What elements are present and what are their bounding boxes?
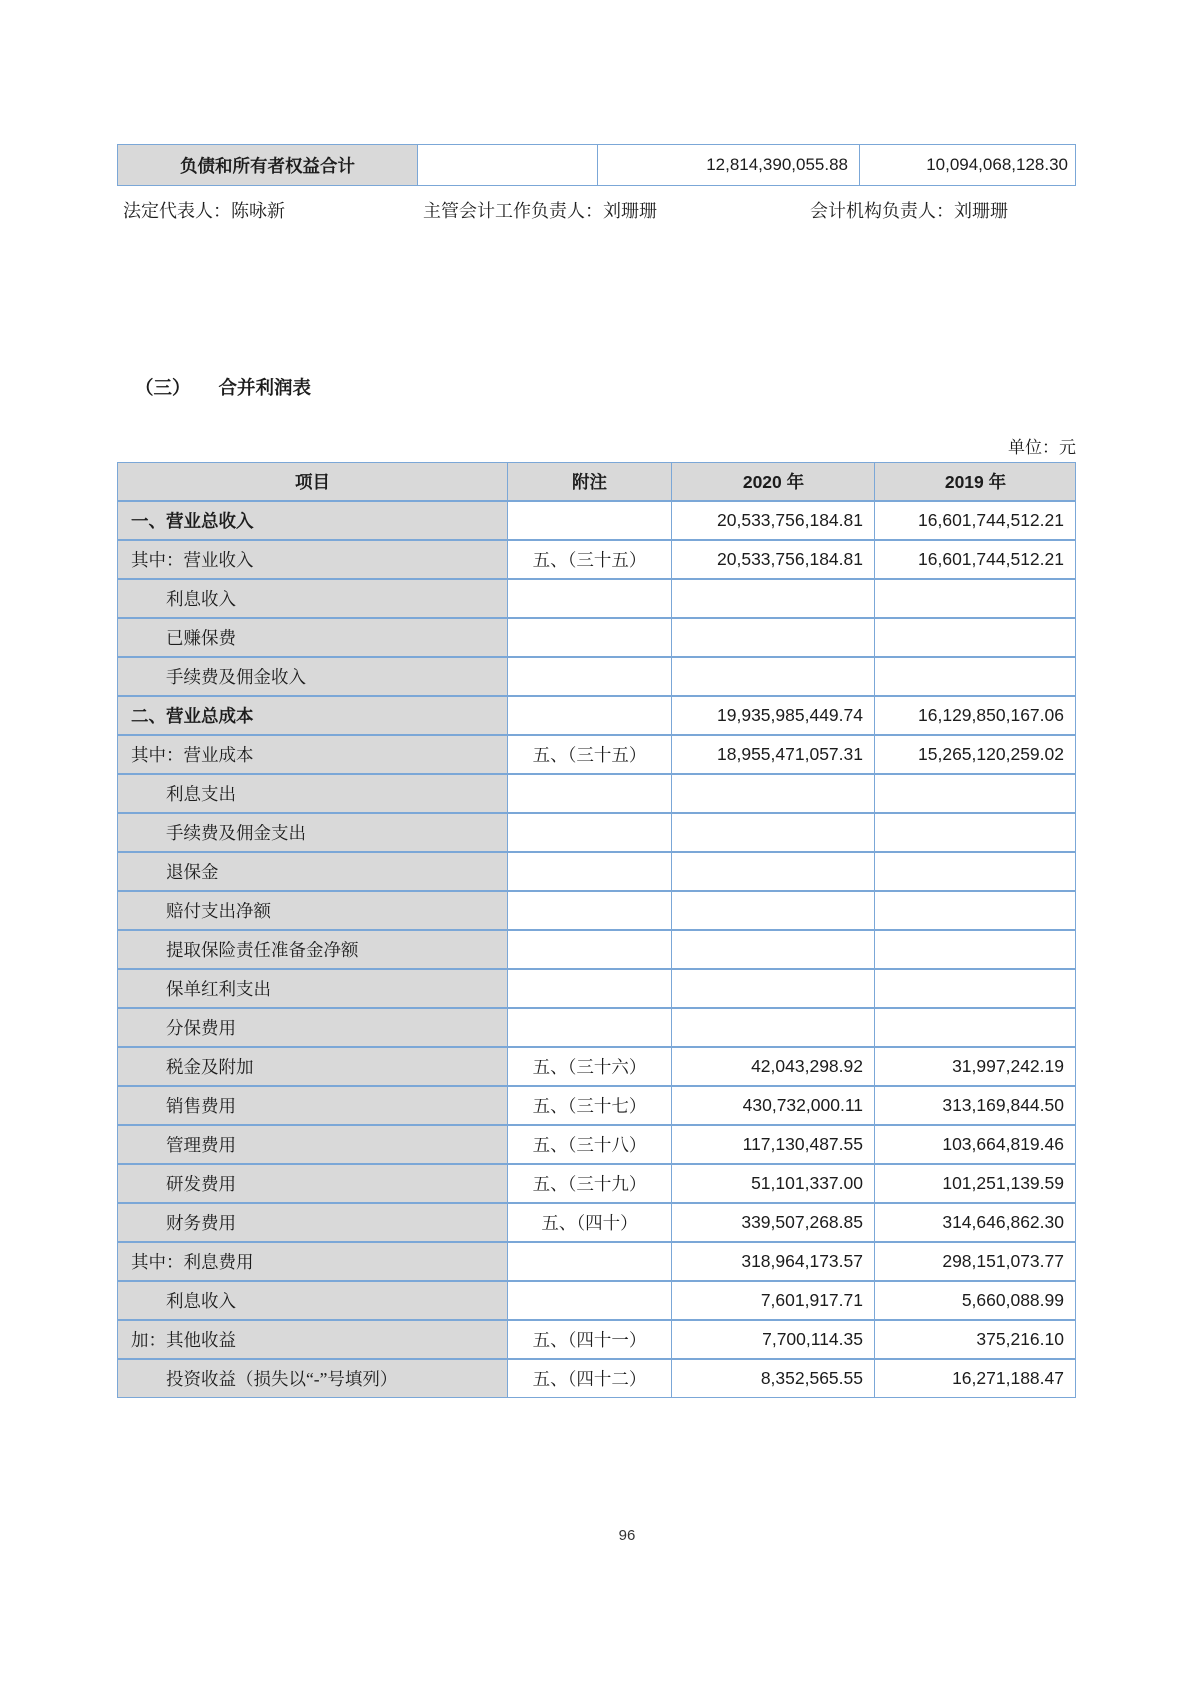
value-2019-cell — [875, 618, 1076, 657]
value-2020-cell: 42,043,298.92 — [672, 1047, 875, 1086]
note-cell — [508, 813, 672, 852]
item-cell: 投资收益（损失以“-”号填列） — [117, 1359, 508, 1398]
balance-total-row — [117, 144, 1076, 186]
note-cell — [418, 144, 598, 186]
value-2019-cell: 31,997,242.19 — [875, 1047, 1076, 1086]
item-cell: 利息收入 — [117, 579, 508, 618]
value-2020-cell: 8,352,565.55 — [672, 1359, 875, 1398]
accounting-department-head-label: 会计机构负责人：刘珊珊 — [810, 201, 1008, 221]
income-table-row — [117, 579, 1076, 618]
legal-representative-label: 法定代表人：陈咏新 — [123, 201, 285, 221]
income-table-row — [117, 1242, 1076, 1281]
value-2019-cell: 10,094,068,128.30 — [860, 144, 1076, 186]
item-cell: 利息收入 — [117, 1281, 508, 1320]
income-statement-table — [117, 462, 1076, 1398]
income-table-row — [117, 1203, 1076, 1242]
value-2019-cell — [875, 579, 1076, 618]
value-2020-cell — [672, 969, 875, 1008]
note-cell: 五、（三十九） — [508, 1164, 672, 1203]
item-cell: 手续费及佣金收入 — [117, 657, 508, 696]
item-cell: 一、营业总收入 — [117, 501, 508, 540]
note-cell: 五、（三十五） — [508, 540, 672, 579]
income-table-row — [117, 618, 1076, 657]
note-cell — [508, 579, 672, 618]
value-2019-cell: 313,169,844.50 — [875, 1086, 1076, 1125]
income-table-row — [117, 540, 1076, 579]
value-2019-cell — [875, 657, 1076, 696]
item-cell: 税金及附加 — [117, 1047, 508, 1086]
income-table-row — [117, 1281, 1076, 1320]
value-2020-cell: 20,533,756,184.81 — [672, 501, 875, 540]
note-cell — [508, 969, 672, 1008]
value-2019-cell: 16,129,850,167.06 — [875, 696, 1076, 735]
value-2019-cell — [875, 852, 1076, 891]
income-table-row — [117, 891, 1076, 930]
item-cell: 二、营业总成本 — [117, 696, 508, 735]
note-cell — [508, 1242, 672, 1281]
item-cell: 分保费用 — [117, 1008, 508, 1047]
value-2020-cell: 430,732,000.11 — [672, 1086, 875, 1125]
value-2019-cell: 298,151,073.77 — [875, 1242, 1076, 1281]
value-2019-cell — [875, 1008, 1076, 1047]
note-cell: 五、（四十二） — [508, 1359, 672, 1398]
signature-line — [0, 197, 1200, 227]
value-2019-cell: 16,601,744,512.21 — [875, 501, 1076, 540]
value-2020-cell: 7,700,114.35 — [672, 1320, 875, 1359]
income-table-row — [117, 774, 1076, 813]
note-cell — [508, 696, 672, 735]
header-2020: 2020 年 — [672, 462, 875, 501]
section-name: 合并利润表 — [218, 379, 312, 399]
value-2019-cell: 16,271,188.47 — [875, 1359, 1076, 1398]
income-table-row — [117, 1164, 1076, 1203]
income-table-row — [117, 1086, 1076, 1125]
balance-sheet-total-table — [117, 144, 1076, 186]
item-cell: 手续费及佣金支出 — [117, 813, 508, 852]
item-cell: 负债和所有者权益合计 — [117, 144, 418, 186]
income-table-header-row — [117, 462, 1076, 501]
income-table-row — [117, 1320, 1076, 1359]
header-item: 项目 — [117, 462, 508, 501]
value-2020-cell — [672, 891, 875, 930]
chief-accounting-officer-label: 主管会计工作负责人：刘珊珊 — [423, 201, 657, 221]
item-cell: 其中：营业成本 — [117, 735, 508, 774]
section-title — [135, 374, 311, 400]
value-2020-cell: 117,130,487.55 — [672, 1125, 875, 1164]
item-cell: 管理费用 — [117, 1125, 508, 1164]
item-cell: 已赚保费 — [117, 618, 508, 657]
value-2019-cell: 15,265,120,259.02 — [875, 735, 1076, 774]
item-cell: 赔付支出净额 — [117, 891, 508, 930]
value-2020-cell: 20,533,756,184.81 — [672, 540, 875, 579]
unit-label: 单位：元 — [1008, 438, 1076, 457]
item-cell: 利息支出 — [117, 774, 508, 813]
income-table-row — [117, 657, 1076, 696]
value-2020-cell: 339,507,268.85 — [672, 1203, 875, 1242]
note-cell — [508, 1008, 672, 1047]
value-2020-cell — [672, 618, 875, 657]
income-table-row — [117, 696, 1076, 735]
income-table-row — [117, 1008, 1076, 1047]
income-table-row — [117, 813, 1076, 852]
item-cell: 加：其他收益 — [117, 1320, 508, 1359]
income-table-row — [117, 930, 1076, 969]
value-2020-cell: 51,101,337.00 — [672, 1164, 875, 1203]
value-2019-cell: 314,646,862.30 — [875, 1203, 1076, 1242]
value-2020-cell — [672, 774, 875, 813]
value-2020-cell — [672, 657, 875, 696]
income-table-row — [117, 501, 1076, 540]
value-2020-cell: 7,601,917.71 — [672, 1281, 875, 1320]
note-cell — [508, 501, 672, 540]
note-cell — [508, 852, 672, 891]
value-2020-cell — [672, 852, 875, 891]
value-2019-cell — [875, 813, 1076, 852]
value-2019-cell: 101,251,139.59 — [875, 1164, 1076, 1203]
item-cell: 财务费用 — [117, 1203, 508, 1242]
income-table-body — [117, 462, 1076, 1398]
note-cell: 五、（三十六） — [508, 1047, 672, 1086]
income-table-row — [117, 1359, 1076, 1398]
note-cell: 五、（四十） — [508, 1203, 672, 1242]
value-2019-cell: 103,664,819.46 — [875, 1125, 1076, 1164]
income-table-row — [117, 735, 1076, 774]
value-2020-cell — [672, 579, 875, 618]
note-cell: 五、（三十五） — [508, 735, 672, 774]
value-2019-cell: 16,601,744,512.21 — [875, 540, 1076, 579]
section-number: （三） — [135, 379, 191, 399]
note-cell: 五、（三十七） — [508, 1086, 672, 1125]
value-2019-cell: 5,660,088.99 — [875, 1281, 1076, 1320]
item-cell: 研发费用 — [117, 1164, 508, 1203]
value-2020-cell — [672, 813, 875, 852]
value-2019-cell: 375,216.10 — [875, 1320, 1076, 1359]
income-table-row — [117, 1047, 1076, 1086]
note-cell — [508, 657, 672, 696]
note-cell — [508, 774, 672, 813]
note-cell: 五、（四十一） — [508, 1320, 672, 1359]
value-2020-cell — [672, 1008, 875, 1047]
note-cell — [508, 891, 672, 930]
page-number: 96 — [618, 1527, 636, 1544]
header-2019: 2019 年 — [875, 462, 1076, 501]
note-cell — [508, 1281, 672, 1320]
item-cell: 其中：利息费用 — [117, 1242, 508, 1281]
item-cell: 保单红利支出 — [117, 969, 508, 1008]
note-cell — [508, 618, 672, 657]
value-2020-cell — [672, 930, 875, 969]
item-cell: 其中：营业收入 — [117, 540, 508, 579]
note-cell: 五、（三十八） — [508, 1125, 672, 1164]
value-2019-cell — [875, 930, 1076, 969]
income-table-row — [117, 1125, 1076, 1164]
income-table-row — [117, 852, 1076, 891]
value-2020-cell: 18,955,471,057.31 — [672, 735, 875, 774]
value-2019-cell — [875, 891, 1076, 930]
value-2020-cell: 19,935,985,449.74 — [672, 696, 875, 735]
value-2020-cell: 12,814,390,055.88 — [598, 144, 860, 186]
note-cell — [508, 930, 672, 969]
value-2019-cell — [875, 969, 1076, 1008]
value-2020-cell: 318,964,173.57 — [672, 1242, 875, 1281]
item-cell: 销售费用 — [117, 1086, 508, 1125]
header-note: 附注 — [508, 462, 672, 501]
item-cell: 退保金 — [117, 852, 508, 891]
income-table-row — [117, 969, 1076, 1008]
item-cell: 提取保险责任准备金净额 — [117, 930, 508, 969]
value-2019-cell — [875, 774, 1076, 813]
